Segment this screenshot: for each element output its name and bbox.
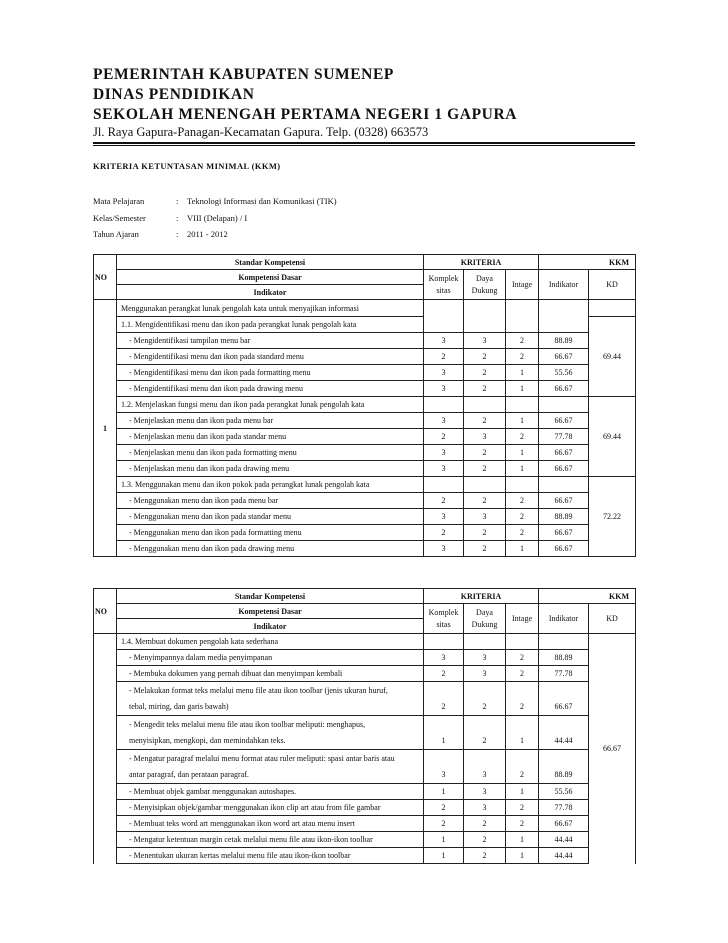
header-kriteria: KRITERIA [424, 589, 539, 604]
header-indikator-col: Indikator [539, 604, 589, 634]
header-indikator-col: Indikator [539, 270, 589, 300]
table-row-cont: antar paragraf, dan perataan paragraf. 3 3 2 88.89 [94, 767, 636, 784]
header-kompetensi-dasar: Kompetensi Dasar [117, 270, 424, 285]
table-row: - Menyisipkan objek/gambar menggunakan ikon clip art atau from file gambar 2 3 2 77.78 [94, 800, 636, 816]
row-number: 1 [94, 300, 117, 557]
document-title: KRITERIA KETUNTASAN MINIMAL (KKM) [93, 161, 281, 171]
table-row: - Mengedit teks melalui menu file atau ikon toolbar meliputi: menghapus, [94, 716, 636, 733]
header-kompleksitas: Komplek [428, 273, 459, 283]
agency-name: PEMERINTAH KABUPATEN SUMENEP [93, 66, 394, 83]
table-row: - Menggunakan menu dan ikon pada drawing menu 3 2 1 66.67 [94, 541, 636, 557]
table-row: - Membuat teks word art menggunakan ikon word art atau menu insert 2 2 2 66.67 [94, 816, 636, 832]
header-kd-col: KD [589, 270, 636, 300]
header-standar-kompetensi: Standar Kompetensi [117, 255, 424, 270]
school-name: SEKOLAH MENENGAH PERTAMA NEGERI 1 GAPURA [93, 106, 518, 123]
header-kriteria: KRITERIA [424, 255, 539, 270]
kd-title: 1.3. Menggunakan menu dan ikon pokok pada perangkat lunak pengolah kata [117, 477, 424, 493]
header-divider-thin [93, 145, 635, 146]
table-row: - Mengatur paragraf melalui menu format atau ruler meliputi: spasi antar baris atau [94, 750, 636, 767]
table-row: - Menjelaskan menu dan ikon pada drawing menu 3 2 1 66.67 [94, 461, 636, 477]
kd-title: 1.4. Membuat dokumen pengolah kata sederhana [117, 634, 424, 650]
table-row: - Membuka dokumen yang pernah dibuat dan menyimpan kembali 2 3 2 77.78 [94, 666, 636, 682]
table-row: - Mengidentifikasi menu dan ikon pada standard menu 2 2 2 66.67 [94, 349, 636, 365]
header-indikator: Indikator [117, 285, 424, 300]
kd-title: 1.1. Mengidentifikasi menu dan ikon pada perangkat lunak pengolah kata [117, 317, 424, 333]
table-row-cont: menyisipkan, mengkopi, dan memindahkan teks. 1 2 1 44.44 [94, 733, 636, 750]
kd-value: 72.22 [589, 477, 636, 557]
header-daya-dukung: Daya [476, 273, 493, 283]
header-daya-dukung: Daya [476, 607, 493, 617]
table-row: - Menjelaskan menu dan ikon pada formatting menu 3 2 1 66.67 [94, 445, 636, 461]
kd-value: 66.67 [589, 634, 636, 864]
header-kompleksitas: Komplek [428, 607, 459, 617]
header-no: NO [94, 604, 117, 619]
school-address: Jl. Raya Gapura-Panagan-Kecamatan Gapura. Telp. (0328) 663573 [93, 125, 429, 139]
table-row: - Menjelaskan menu dan ikon pada menu bar 3 2 1 66.67 [94, 413, 636, 429]
table-row: - Membuat objek gambar menggunakan autoshapes. 1 3 1 55.56 [94, 784, 636, 800]
header-kompetensi-dasar: Kompetensi Dasar [117, 604, 424, 619]
department-name: DINAS PENDIDIKAN [93, 86, 255, 103]
table-row: - Mengidentifikasi tampilan menu bar 3 3 2 88.89 [94, 333, 636, 349]
kd-value: 69.44 [589, 397, 636, 477]
table-row: - Mengidentifikasi menu dan ikon pada formatting menu 3 2 1 55.56 [94, 365, 636, 381]
table-row: - Menjelaskan menu dan ikon pada standar menu 2 3 2 77.78 [94, 429, 636, 445]
table-row: - Mengatur ketentuan margin cetak melalui menu file atau ikon-ikon toolbar 1 2 1 44.44 [94, 832, 636, 848]
kd-title: 1.2. Menjelaskan fungsi menu dan ikon pada perangkat lunak pengolah kata [117, 397, 424, 413]
table-row: - Menggunakan menu dan ikon pada menu bar 2 2 2 66.67 [94, 493, 636, 509]
standar-kompetensi-text: Menggunakan perangkat lunak pengolah kata untuk menyajikan informasi [117, 300, 424, 317]
header-standar-kompetensi: Standar Kompetensi [117, 589, 424, 604]
table-row: - Menentukan ukuran kertas melalui menu file atau ikon-ikon toolbar 1 2 1 44.44 [94, 848, 636, 864]
header-indikator: Indikator [117, 619, 424, 634]
table-row: - Menggunakan menu dan ikon pada formatting menu 2 2 2 66.67 [94, 525, 636, 541]
table-row: - Melakukan format teks melalui menu file atau ikon toolbar (jenis ukuran huruf, [94, 682, 636, 699]
header-kkm: KKM [539, 589, 636, 604]
header-divider [93, 142, 635, 144]
table-row-cont: tebal, miring, dan garis bawah) 2 2 2 66.67 [94, 699, 636, 716]
kkm-table-2: Standar Kompetensi KRITERIA KKM NO Kompetensi Dasar Komplek sitas Daya Dukung Intage Indikator KD Indikator 1.4. Membuat dokumen pengolah kata sederhana 66.67 - Menyimpannya dalam media penyimpanan 3 3 2 88.89 - Membuka dokumen yang pernah dibuat dan menyimpan kembali 2 3 2 77.78 - Melakukan format teks melalui menu file atau ikon toolbar (jenis ukuran huruf, tebal, miring, dan garis bawah) 2 2 2 66.67 - Mengedit teks melalui menu file atau ikon toolbar meliputi: menghapus, menyisipkan, mengkopi, dan memindahkan teks. 1 2 1 44.44 - Mengatur paragraf melalui menu format atau ruler meliputi: spasi antar baris atau antar paragraf, dan perataan paragraf. 3 3 2 88.89 - Membuat objek gambar menggunakan autoshapes. 1 3 1 55.56 - Menyisipkan objek/gambar menggunakan ikon clip art atau from file gambar 2 3 2 77.78 - Membuat teks word art menggunakan ikon word art atau menu insert 2 2 2 66.67 - Mengatur ketentuan margin cetak melalui menu file atau ikon-ikon toolbar 1 2 1 44.44 - Menentukan ukuran kertas melalui menu file atau ikon-ikon toolbar 1 2 1 44.44 [93, 588, 636, 864]
table-row: - Menyimpannya dalam media penyimpanan 3 3 2 88.89 [94, 650, 636, 666]
header-kkm: KKM [539, 255, 636, 270]
table-row: - Mengidentifikasi menu dan ikon pada drawing menu 3 2 1 66.67 [94, 381, 636, 397]
header-intake: Intage [506, 604, 539, 634]
table-row: - Menggunakan menu dan ikon pada standar menu 3 3 2 88.89 [94, 509, 636, 525]
header-kd-col: KD [589, 604, 636, 634]
kd-value: 69.44 [589, 317, 636, 397]
kkm-table-1: Standar Kompetensi KRITERIA KKM NO Kompetensi Dasar Komplek sitas Daya Dukung Intage Indikator KD Indikator 1 Menggunakan perangkat lunak pengolah kata untuk menyajikan informasi 1.1. Mengidentifikasi menu dan ikon pada perangkat lunak pengolah kata 69.44 - Mengidentifikasi tampilan menu bar 3 3 2 88.89 - Mengidentifikasi menu dan ikon pada standard menu 2 2 2 66.67 - Mengidentifikasi menu dan ikon pada formatting menu 3 2 1 55.56 - Mengidentifikasi menu dan ikon pada drawing menu 3 2 1 66.67 1.2. Menjelaskan fungsi menu dan ikon pada perangkat lunak pengolah kata 69.44 - Menjelaskan menu dan ikon pada menu bar 3 2 1 66.67 - Menjelaskan menu dan ikon pada standar menu 2 3 2 77.78 - Menjelaskan menu dan ikon pada formatting menu 3 2 1 66.67 - Menjelaskan menu dan ikon pada drawing menu 3 2 1 66.67 1.3. Menggunakan menu dan ikon pokok pada perangkat lunak pengolah kata 72.22 - Menggunakan menu dan ikon pada menu bar 2 2 2 66.67 - Menggunakan menu dan ikon pada standar menu 3 3 2 88.89 - Menggunakan menu dan ikon pada formatting menu 2 2 2 66.67 - Menggunakan menu dan ikon pada drawing menu 3 2 1 66.67 [93, 254, 636, 557]
header-intake: Intage [506, 270, 539, 300]
header-no: NO [94, 270, 117, 285]
